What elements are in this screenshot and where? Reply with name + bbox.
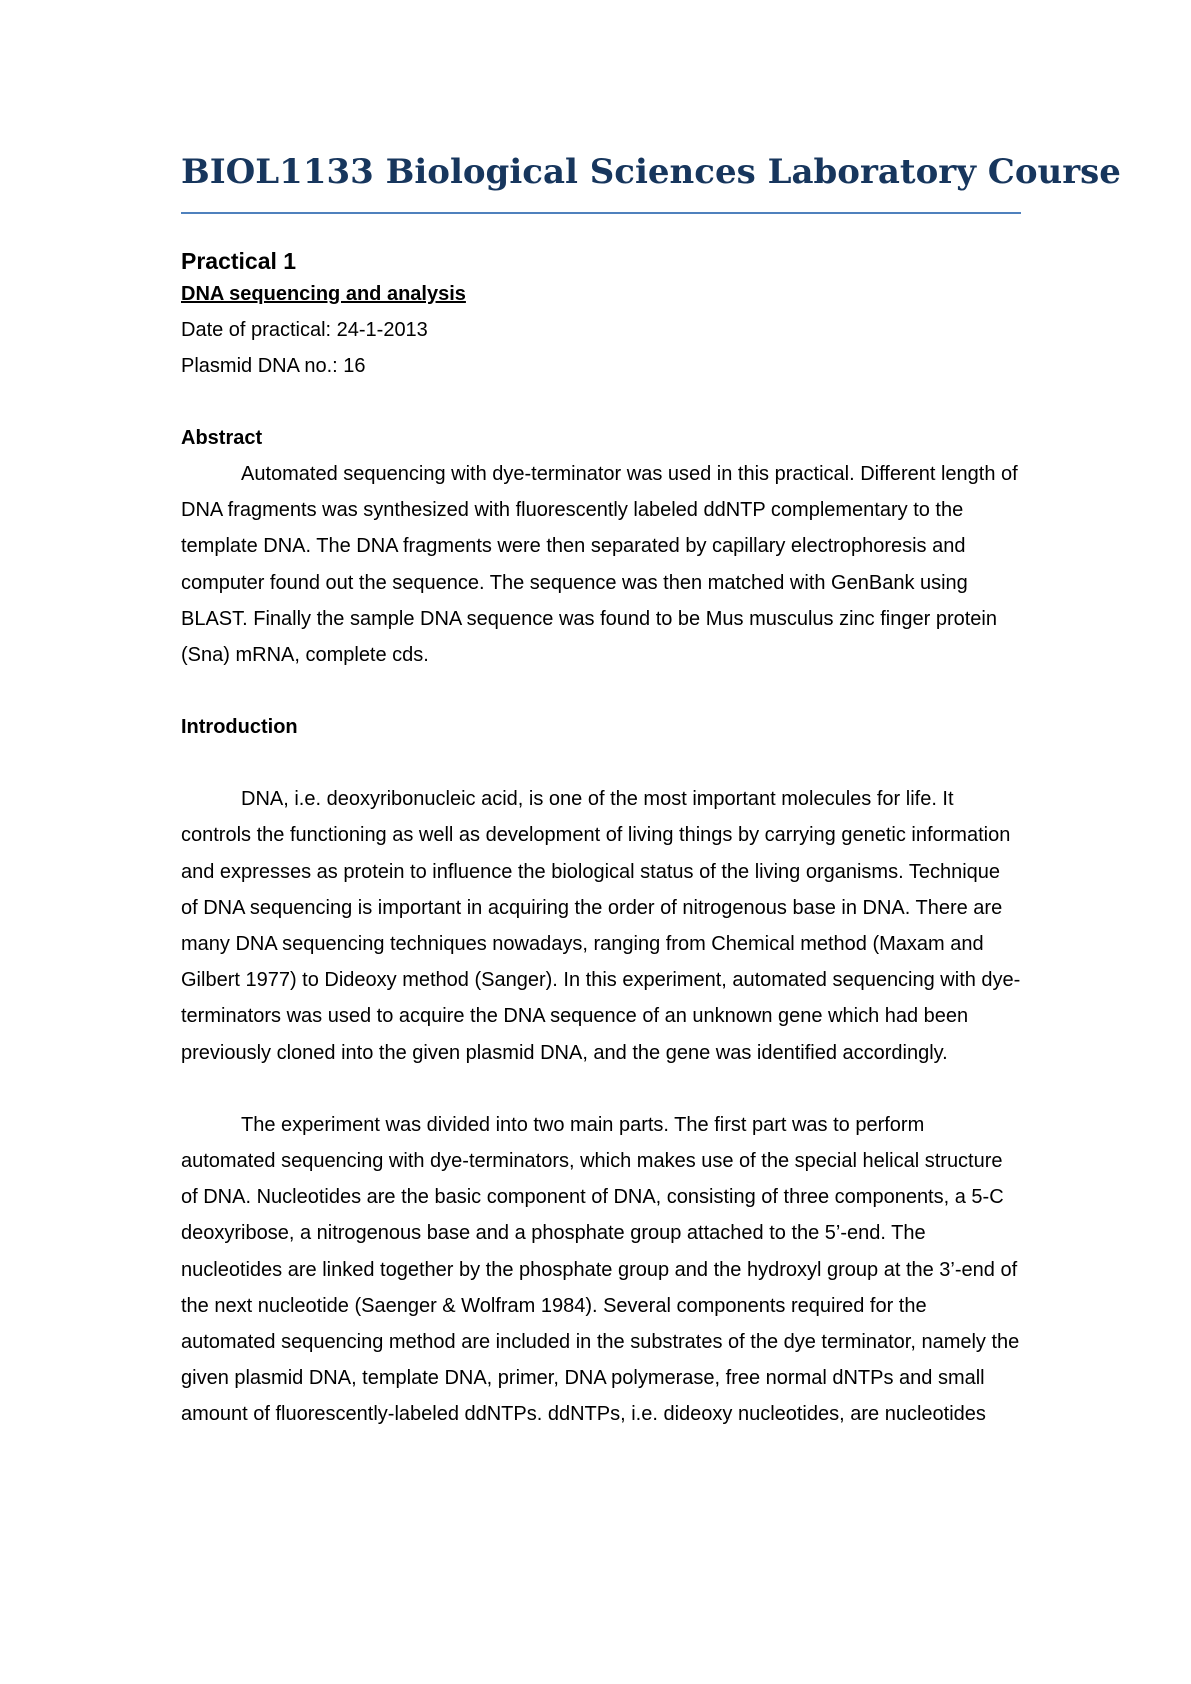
abstract-heading: Abstract [181,427,263,449]
plasmid-number: Plasmid DNA no.: 16 [181,355,366,377]
abstract-paragraph: Automated sequencing with dye-terminator was used in this practical. Different length of DNA fragments was synthesized with fluorescently labeled ddNTP complementary to the template DNA. The DNA fragments were then separated by capillary electrophoresis and computer found out the sequence. The sequence was then matched with GenBank using BLAST. Finally the sample DNA sequence was found to be Mus musculus zinc finger protein (Sna) mRNA, complete cds. [181,463,1018,667]
practical-date: Date of practical: 24-1-2013 [181,319,428,341]
document-page [181,150,1121,1433]
introduction-paragraph: DNA, i.e. deoxyribonucleic acid, is one of the most important molecules for life. It controls the functioning as well as development of living things by carrying genetic information and expresses as protein to influence the biological status of the living organisms. Technique of DNA sequencing is important in acquiring the order of nitrogenous base in DNA. There are many DNA sequencing techniques nowadays, ranging from Chemical method (Maxam and Gilbert 1977) to Dideoxy method (Sanger). In this experiment, automated sequencing with dye-terminators was used to acquire the DNA sequence of an unknown gene which had been previously cloned into the given plasmid DNA, and the gene was identified accordingly. [181,788,1021,1064]
practical-subtitle: DNA sequencing and analysis [181,283,466,305]
introduction-paragraph: The experiment was divided into two main parts. The first part was to perform automated sequencing with dye-terminators, which makes use of the special helical structure of DNA. Nucleotides are the basic component of DNA, consisting of three components, a 5-C deoxyribose, a nitrogenous base and a phosphate group attached to the 5’-end. The nucleotides are linked together by the phosphate group and the hydroxyl group at the 3’-end of the next nucleotide (Saenger & Wolfram 1984). Several components required for the automated sequencing method are included in the substrates of the dye terminator, namely the given plasmid DNA, template DNA, primer, DNA polymerase, free normal dNTPs and small amount of fluorescently-labeled ddNTPs. ddNTPs, i.e. dideoxy nucleotides, are nucleotides [181,1113,1020,1426]
introduction-heading: Introduction [181,716,298,739]
document-title: BIOL1133 Biological Sciences Laboratory Course [181,150,1021,214]
practical-heading: Practical 1 [181,248,297,274]
